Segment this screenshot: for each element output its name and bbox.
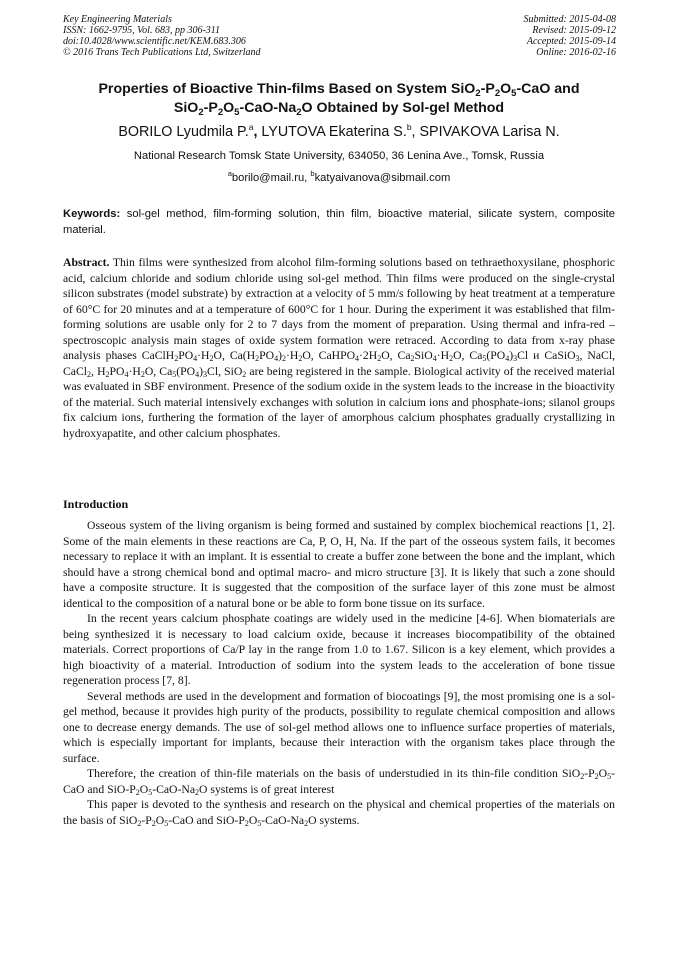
- title-line-1: Properties of Bioactive Thin-films Based on System $SiO_2-P_2O_5$-CaO and: [98, 81, 580, 99]
- keywords-section: [63, 207, 615, 238]
- paper-title: [40, 80, 638, 118]
- paragraph: In the recent years calcium phosphate coatings are widely used in the medicine [4-6]. When biomaterials are being synthesized it is necessary to load calcium oxide, because it increases biocompatibility of the obtained materials. Correct proportions of Ca/P lay in the range from 1.0 to 1.67. Silicon is a key element, which provides a high bioactivity of a material. Introduction of sodium into the system leads to the acceleration of bone tissue regeneration process [7, 8].: [63, 612, 615, 687]
- paragraph: Several methods are used in the development and formation of biocoatings [9], the most promising one is a sol-gel method, because it provides high purity of the products, possibility to regulate chemical composition and allows one to decrease energy demands. The use of sol-gel method allows one to influence surface properties of materials, which is especially important for implants, because their interaction with the organism takes place through the surface.: [63, 689, 615, 765]
- author-name: LYUTOVA Ekaterina S.: [261, 124, 407, 140]
- submitted-date: Submitted: 2015-04-08: [523, 14, 616, 25]
- title-line-2: $SiO_2-P_2O_5-CaO-Na_2O$ Obtained by Sol-gel Method: [173, 100, 505, 118]
- online-date: Online: 2016-02-16: [536, 47, 616, 58]
- introduction-body: [63, 518, 615, 828]
- copyright-line: © 2016 Trans Tech Publications Ltd, Switzerland: [63, 47, 261, 58]
- abstract-label: Abstract.: [63, 256, 110, 269]
- author-list: BORILO Lyudmila P.$^a$, LYUTOVA Ekaterina S.$^b$, SPIVAKOVA Larisa N.: [118, 122, 560, 140]
- author-name: SPIVAKOVA Larisa N.: [419, 124, 560, 140]
- section-heading-introduction: Introduction: [63, 497, 129, 511]
- paragraph: Osseous system of the living organism is being formed and sustained by complex biochemical reactions [1, 2]. Some of the main elements in these reactions are Ca, P, O, H, Na. If the part of the osseous system fails, it becomes necessary to replace it with an implant. It is essential to create a buffer zone between the bone and the implant, which should have a strong chemical bond and optimal macro- and micro structure [3]. It is likely that such a zone should have a composite structure. It is suggested that the composition of the surface layer of this zone must be almost identical to the composition of a natural bone or be able to form bone tissue on its surface.: [63, 519, 615, 610]
- email-link[interactable]: katyaivanova@sibmail.com: [314, 172, 451, 184]
- journal-info: [63, 14, 261, 58]
- publication-dates: [524, 14, 617, 58]
- author-name: BORILO Lyudmila P.: [118, 124, 249, 140]
- accepted-date: Accepted: 2015-09-14: [526, 36, 616, 47]
- paragraph: This paper is devoted to the synthesis and research on the physical and chemical properties of the materials on the basis of $SiO_2-P_2O_5$-CaO and SiO-$P_2O_5-CaO-Na_2O$ systems.: [63, 798, 615, 828]
- email-link[interactable]: borilo@mail.ru,: [231, 172, 311, 184]
- keywords-label: Keywords:: [63, 208, 121, 220]
- abstract-section: Abstract. Thin films were synthesized from alcohol film-forming solutions based on tethraethoxysilane, phosphoric acid, calcium chloride and sodium chloride using sol-gel method. Thin films were produced on the single-crystal silicon substrates (model substrate) by extraction at a velocity of 5 mm/s following by heat treatment at a temperature of 60°C for 20 minutes and at a temperature of 600°C for 1 hour. During the experiment it was established that film-forming solutions are usable only for 2 to 7 days from the moment of preparation. Using thermal and infra-red – spectroscopic analysis main stages of oxide system formation were retraced. According to data from x-ray phase analysis phases $CaClH_2PO_4\cdot H_2O$, $Ca(H_2PO_4)_2\cdot H_2O$, $CaHPO_4\cdot 2H_2O$, $Ca_2SiO_4\cdot H_2O$, $Ca_5(PO_4)_3Cl$ и CaSiO$_3$, NaCl, CaCl$_2$, $H_2PO_4\cdot H_2O$, $Ca_5(PO_4)_3Cl$, SiO$_2$ are being registered in the sample. Biological activity of the received material was evaluated in SBF environment. Presence of the sodium oxide in the system leads to the increase in the bioactivity of the material. Such material intensively exchanges with solution in calcium ions and phosphate-ions; silanol groups fix calcium ions, furthering the formation of the layer of amorphous calcium phosphates gradually crystallizing in hydroxyapatite, and other calcium phosphates.: [63, 256, 616, 440]
- issn-line: ISSN: 1662-9795, Vol. 683, pp 306-311: [63, 25, 221, 36]
- author-emails: $^a$borilo@mail.ru, $^b$katyaivanova@sibmail.com: [227, 169, 451, 184]
- doi-line: doi:10.4028/www.scientific.net/KEM.683.306: [63, 36, 246, 47]
- revised-date: Revised: 2015-09-12: [532, 25, 616, 36]
- paragraph: Therefore, the creation of thin-file materials on the basis of understudied in its thin-file condition $SiO_2-P_2O_5$-CaO and SiO-$P_2O_5-CaO-Na_2O$ systems is of great interest: [63, 767, 615, 797]
- affiliation: National Research Tomsk State University, 634050, 36 Lenina Ave., Tomsk, Russia: [133, 150, 545, 162]
- keywords-text: sol-gel method, film-forming solution, thin film, bioactive material, silicate system, composite material.: [63, 208, 615, 236]
- journal-name: Key Engineering Materials: [63, 14, 172, 25]
